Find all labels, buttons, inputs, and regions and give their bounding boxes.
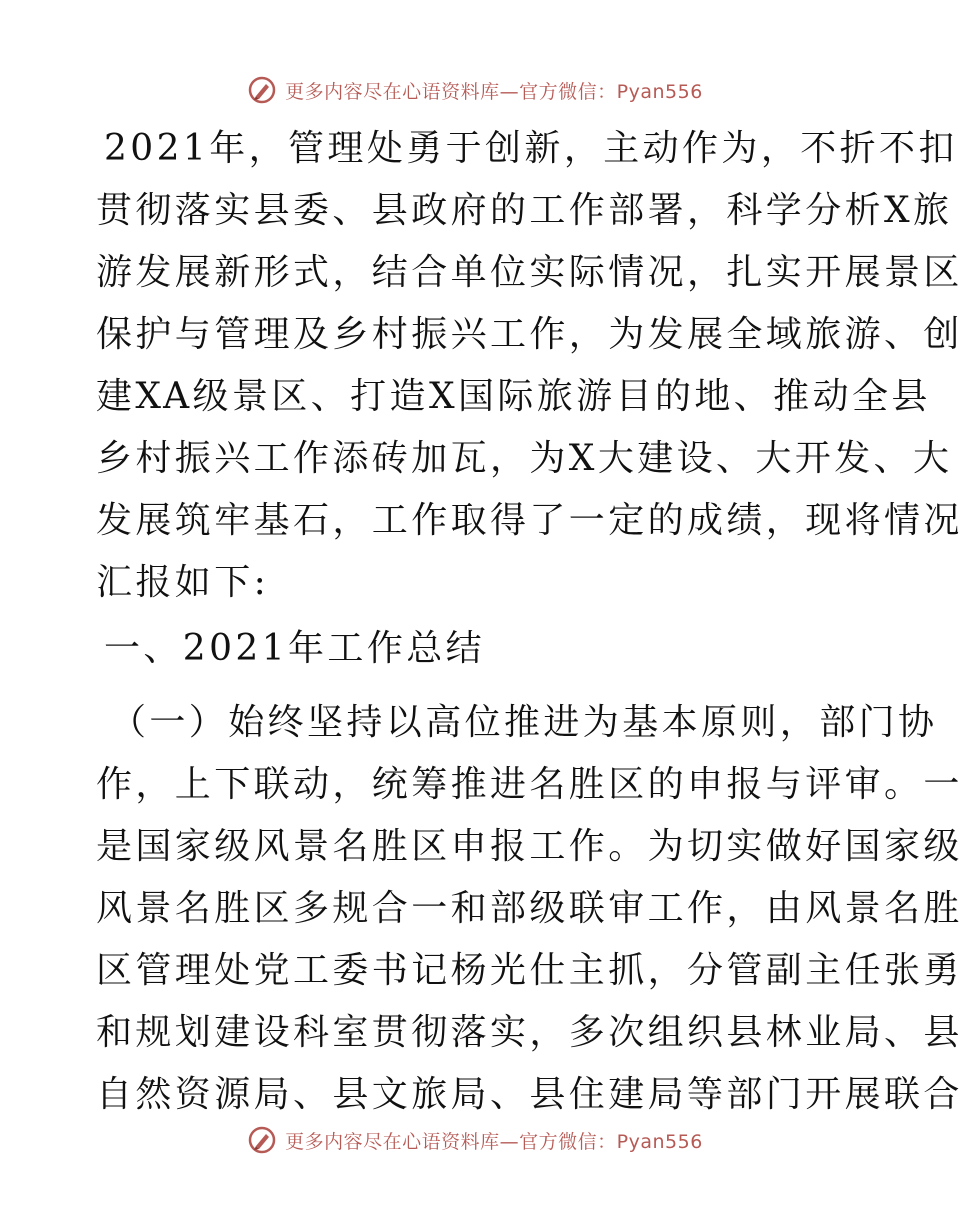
heading-line: 一、2021年工作总结 xyxy=(104,628,486,669)
text-line: （一）始终坚持以高位推进为基本原则，部门协 xyxy=(110,702,938,743)
text-line: 游发展新形式，结合单位实际情况，扎实开展景区 xyxy=(96,252,963,293)
text-line: 汇报如下: xyxy=(96,562,270,603)
document-body xyxy=(96,118,963,1126)
text-line: 是国家级风景名胜区申报工作。为切实做好国家级 xyxy=(96,826,963,867)
text-line: 风景名胜区多规合一和部级联审工作，由风景名胜 xyxy=(96,888,963,929)
text-line: 2021年，管理处勇于创新，主动作为，不折不扣 xyxy=(104,128,958,169)
paragraph-section-1 xyxy=(96,692,963,1126)
text-line: 区管理处党工委书记杨光仕主抓，分管副主任张勇 xyxy=(96,950,963,991)
pen-logo-icon xyxy=(247,75,277,105)
text-line: 作，上下联动，统筹推进名胜区的申报与评审。一 xyxy=(96,764,963,805)
watermark-banner-top xyxy=(0,70,950,110)
text-line: 乡村振兴工作添砖加瓦，为X大建设、大开发、大 xyxy=(96,438,953,479)
watermark-text: 更多内容尽在心语资料库—官方微信：Pyan556 xyxy=(285,80,703,103)
text-line: 发展筑牢基石，工作取得了一定的成绩，现将情况 xyxy=(96,500,963,541)
section-heading xyxy=(96,618,856,680)
pen-logo-icon xyxy=(247,1125,277,1155)
text-line: 贯彻落实县委、县政府的工作部署，科学分析X旅 xyxy=(96,190,953,231)
paragraph-intro xyxy=(96,118,963,614)
text-line: 保护与管理及乡村振兴工作，为发展全域旅游、创 xyxy=(96,314,963,355)
watermark-text: 更多内容尽在心语资料库—官方微信：Pyan556 xyxy=(285,1130,703,1153)
watermark-banner-bottom xyxy=(0,1120,950,1160)
text-line: 建XA级景区、打造X国际旅游目的地、推动全县 xyxy=(96,376,931,417)
text-line: 自然资源局、县文旅局、县住建局等部门开展联合 xyxy=(96,1074,963,1115)
text-line: 和规划建设科室贯彻落实，多次组织县林业局、县 xyxy=(96,1012,963,1053)
